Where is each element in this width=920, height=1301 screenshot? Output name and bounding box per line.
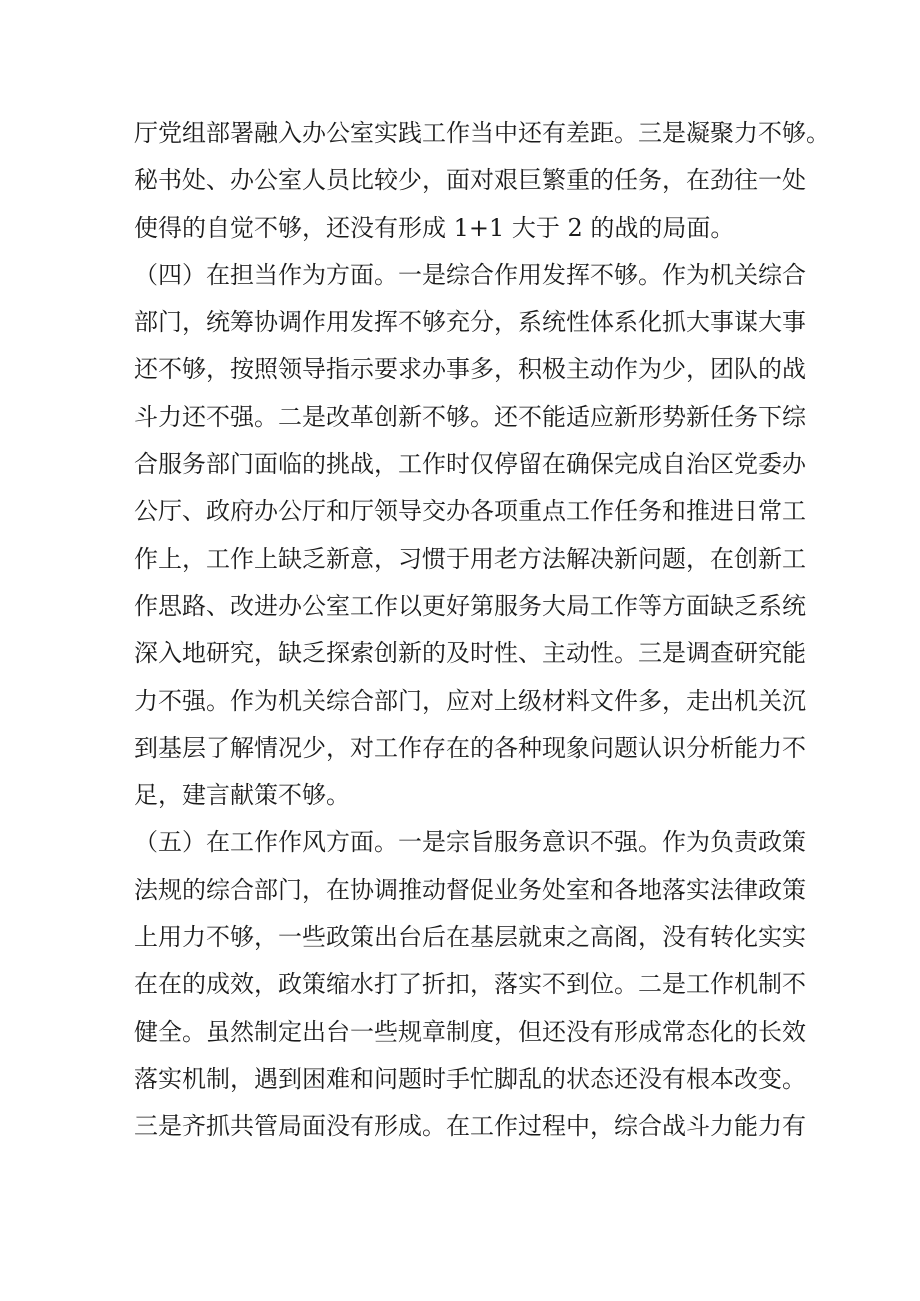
text-line-1: 厅党组部署融入办公室实践工作当中还有差距。三是凝聚力不够。: [134, 119, 830, 147]
text-line-7: 斗力还不强。二是改革创新不够。还不能适应新形势新任务下综: [134, 402, 806, 431]
text-line-12: 深入地研究，缺乏探索创新的及时性、主动性。三是调查研究能: [134, 639, 806, 668]
text-line-20: 健全。虽然制定出台一些规章制度，但还没有形成常态化的长效: [134, 1017, 806, 1046]
text-line-9: 公厅、政府办公厅和厅领导交办各项重点工作任务和推进日常工: [134, 497, 806, 526]
document-body: [134, 110, 830, 1151]
text-line-16: （五）在工作作风方面。一是宗旨服务意识不强。作为负责政策: [134, 828, 806, 857]
text-line-22: 三是齐抓共管局面没有形成。在工作过程中，综合战斗力能力有: [134, 1112, 806, 1141]
text-line-6: 还不够，按照领导指示要求办事多，积极主动作为少，团队的战: [134, 355, 806, 384]
text-line-18: 上用力不够，一些政策出台后在基层就束之高阁，没有转化实实: [134, 923, 806, 952]
text-line-17: 法规的综合部门，在协调推动督促业务处室和各地落实法律政策: [134, 875, 806, 904]
text-line-2: 秘书处、办公室人员比较少，面对艰巨繁重的任务，在劲往一处: [134, 166, 806, 195]
text-line-5: 部门，统筹协调作用发挥不够充分，系统性体系化抓大事谋大事: [134, 308, 806, 337]
text-line-19: 在在的成效，政策缩水打了折扣，落实不到位。二是工作机制不: [134, 970, 806, 999]
text-line-8: 合服务部门面临的挑战，工作时仅停留在确保完成自治区党委办: [134, 450, 806, 479]
text-line-10: 作上，工作上缺乏新意，习惯于用老方法解决新问题，在创新工: [134, 544, 806, 573]
text-line-21: 落实机制，遇到困难和问题时手忙脚乱的状态还没有根本改变。: [134, 1064, 806, 1093]
text-line-3: 使得的自觉不够，还没有形成 1+1 大于 2 的战的局面。: [134, 213, 735, 242]
text-line-14: 到基层了解情况少，对工作存在的各种现象问题认识分析能力不: [134, 733, 806, 762]
text-line-11: 作思路、改进办公室工作以更好第服务大局工作等方面缺乏系统: [134, 591, 806, 620]
text-line-13: 力不强。作为机关综合部门，应对上级材料文件多，走出机关沉: [134, 686, 806, 715]
text-line-4: （四）在担当作为方面。一是综合作用发挥不够。作为机关综合: [134, 260, 806, 289]
text-line-15: 足，建言献策不够。: [134, 781, 350, 810]
